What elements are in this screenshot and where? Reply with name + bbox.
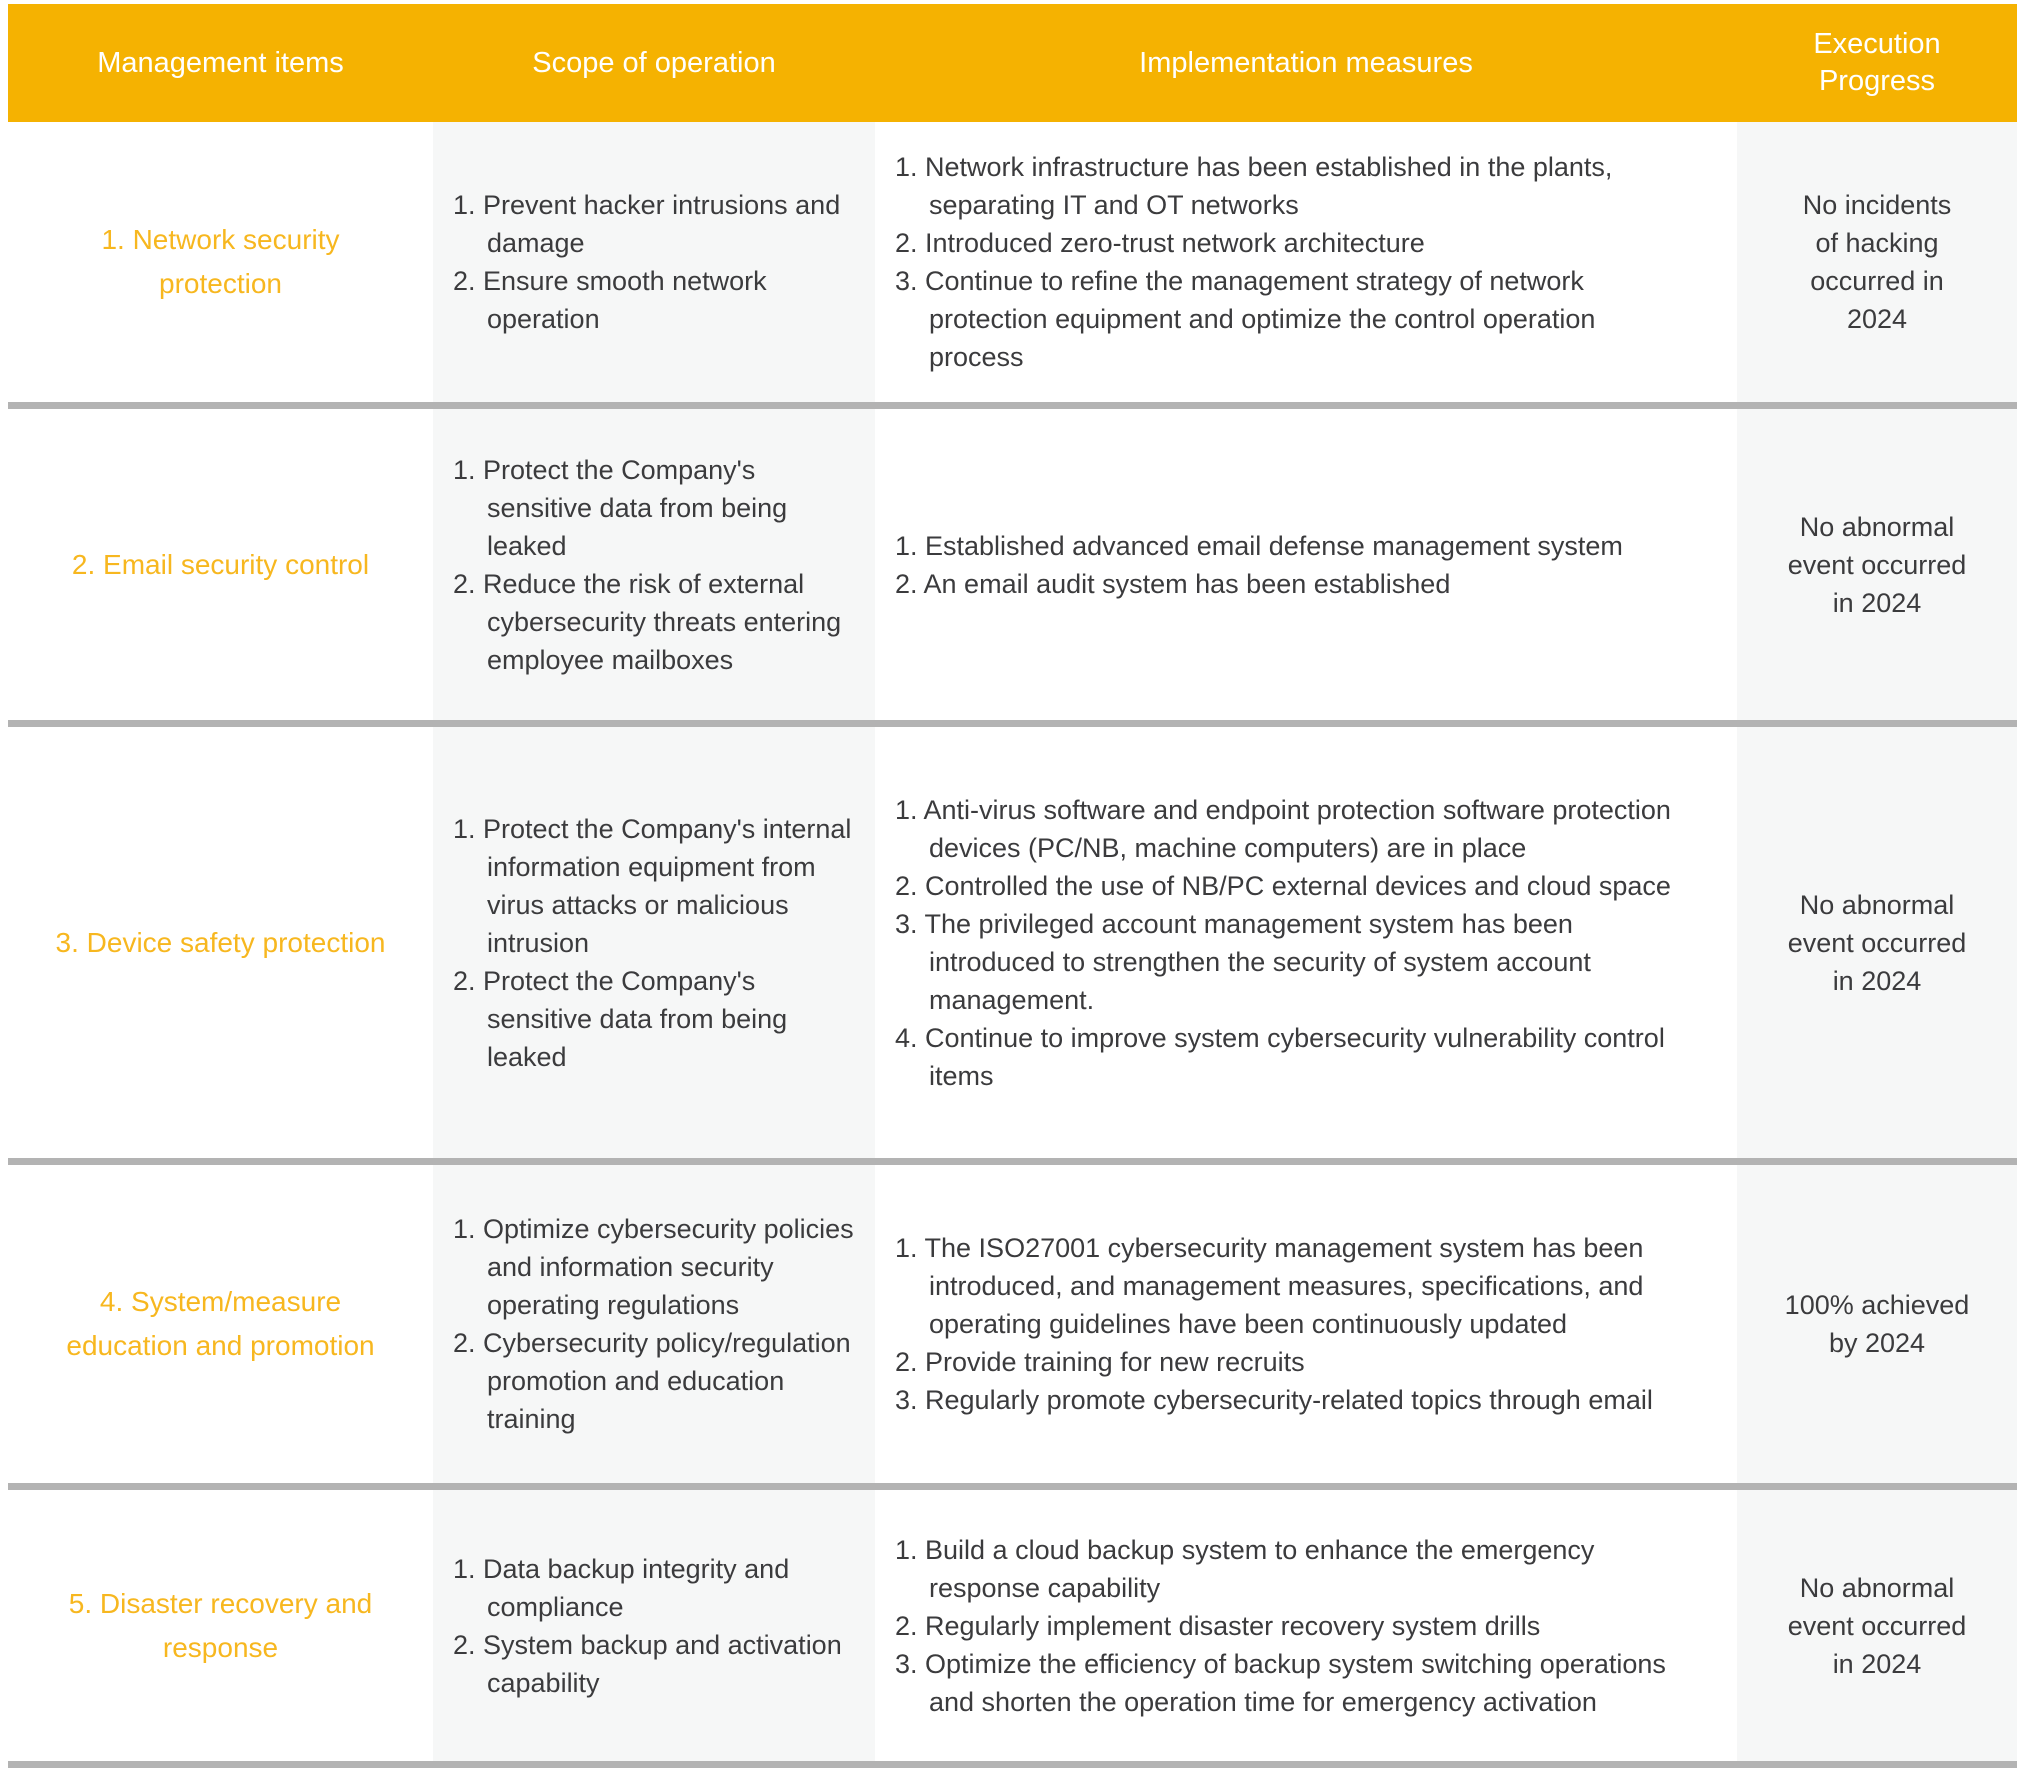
list-item: 1. Network infrastructure has been established in the plants, separating IT and OT networks [895,152,1613,220]
item-line: 5. Disaster recovery and [68,1587,373,1619]
list-item: 1. Data backup integrity and compliance [453,1553,790,1622]
list-item: 3. Optimize the efficiency of backup system switching operations and shorten the operation time for emergency activation [895,1648,1666,1717]
progress-line: No abnormal [1799,511,1955,542]
item-line: protection [159,268,282,299]
execution-progress-cell [1737,727,2017,1158]
list-item: 3. Regularly promote cybersecurity-related topics through email [895,1385,1653,1415]
list-item: 1. Anti-virus software and endpoint protection software protection devices (PC/NB, machine computers) are in place [895,794,1671,863]
progress-line: event occurred [1787,549,1967,580]
progress-line: of hacking [1815,228,1939,258]
table-header-row [8,4,2017,122]
measures-list [875,1213,1703,1435]
list-item: 1. Prevent hacker intrusions and damage [453,190,841,258]
progress-line: event occurred [1787,927,1967,958]
management-item-label [66,1280,374,1368]
scope-list [433,170,875,354]
item-line: education and promotion [66,1330,375,1361]
progress-line: occurred in [1810,266,1944,296]
management-item-label [72,543,369,587]
list-item: 2. Protect the Company's sensitive data from being leaked [453,965,788,1072]
progress-line: No abnormal [1799,889,1955,920]
scope-list [433,1534,875,1718]
item-line: 4. System/measure [99,1286,342,1317]
list-item: 1. The ISO27001 cybersecurity management system has been introduced, and management measures, specifications, and operating guidelines have been continuously updated [895,1233,1644,1339]
item-line: response [162,1631,279,1663]
table-body [8,122,2017,1768]
scope-list [433,1194,875,1454]
list-item: 2. Provide training for new recruits [895,1347,1305,1377]
scope-of-operation-cell [433,122,875,402]
execution-progress-cell [1737,409,2017,720]
header-implementation-measures [875,4,1737,122]
table-row [8,409,2017,727]
table-row [8,727,2017,1165]
list-item: 4. Continue to improve system cybersecurity vulnerability control items [895,1022,1665,1091]
management-item-cell [8,122,433,402]
table-row [8,1165,2017,1490]
measures-list [875,775,1703,1111]
scope-of-operation-cell [433,1165,875,1483]
implementation-measures-cell [875,727,1737,1158]
header-label: Execution Progress [1813,28,1941,97]
header-management-items [8,4,433,122]
list-item: 2. Introduced zero-trust network architecture [895,228,1425,258]
progress-line: event occurred [1787,1610,1967,1641]
implementation-measures-cell [875,122,1737,402]
list-item: 2. Reduce the risk of external cybersecurity threats entering employee mailboxes [453,568,842,675]
execution-progress-text [1803,186,1952,338]
table-row [8,1490,2017,1768]
header-execution-progress [1737,4,2017,122]
measures-list [875,511,1641,619]
list-item: 2. System backup and activation capability [453,1629,842,1698]
management-item-label [69,1582,372,1670]
item-line: 1. Network security [101,224,340,255]
progress-line: by 2024 [1828,1328,1926,1358]
header-label: Scope of operation [532,46,776,79]
implementation-measures-cell [875,409,1737,720]
scope-list [433,435,875,695]
list-item: 2. An email audit system has been established [895,568,1451,599]
progress-line: No abnormal [1799,1572,1955,1603]
table-row [8,122,2017,409]
management-item-cell [8,1490,433,1761]
progress-line: in 2024 [1832,587,1922,618]
list-item: 1. Optimize cybersecurity policies and information security operating regulations [453,1214,854,1320]
execution-progress-cell [1737,1165,2017,1483]
implementation-measures-cell [875,1490,1737,1761]
list-item: 1. Protect the Company's internal information equipment from virus attacks or malicious intrusion [453,813,852,958]
header-scope-of-operation [433,4,875,122]
list-item: 2. Ensure smooth network operation [453,266,767,334]
measures-list [875,132,1703,392]
item-line: 3. Device safety protection [55,926,386,958]
execution-progress-cell [1737,1490,2017,1761]
list-item: 2. Regularly implement disaster recovery system drills [895,1610,1541,1641]
scope-list [433,794,875,1092]
list-item: 3. Continue to refine the management strategy of network protection equipment and optimize the control operation process [895,266,1596,372]
execution-progress-text [1788,886,1967,1000]
execution-progress-text [1788,508,1967,622]
scope-of-operation-cell [433,1490,875,1761]
execution-progress-text [1785,1286,1970,1362]
scope-of-operation-cell [433,409,875,720]
cybersecurity-management-table [8,4,2017,1768]
header-label: Management items [97,46,344,79]
progress-line: 100% achieved [1784,1290,1970,1320]
scope-of-operation-cell [433,727,875,1158]
progress-line: in 2024 [1832,965,1922,996]
list-item: 1. Established advanced email defense management system [895,530,1623,561]
management-item-cell [8,727,433,1158]
management-item-cell [8,1165,433,1483]
progress-line: in 2024 [1832,1648,1922,1679]
item-line: 2. Email security control [71,548,370,580]
list-item: 2. Cybersecurity policy/regulation promotion and education training [453,1328,851,1434]
execution-progress-text [1788,1569,1967,1683]
execution-progress-cell [1737,122,2017,402]
management-item-label [56,921,386,965]
progress-line: 2024 [1846,304,1908,334]
list-item: 1. Protect the Company's sensitive data from being leaked [453,454,788,561]
progress-line: No incidents [1802,190,1952,220]
implementation-measures-cell [875,1165,1737,1483]
list-item: 3. The privileged account management system has been introduced to strengthen the security of system account management. [895,908,1591,1015]
management-item-cell [8,409,433,720]
management-item-label [101,218,339,306]
list-item: 2. Controlled the use of NB/PC external devices and cloud space [895,870,1671,901]
header-label: Implementation measures [1139,46,1473,79]
measures-list [875,1515,1703,1737]
list-item: 1. Build a cloud backup system to enhance the emergency response capability [895,1534,1595,1603]
